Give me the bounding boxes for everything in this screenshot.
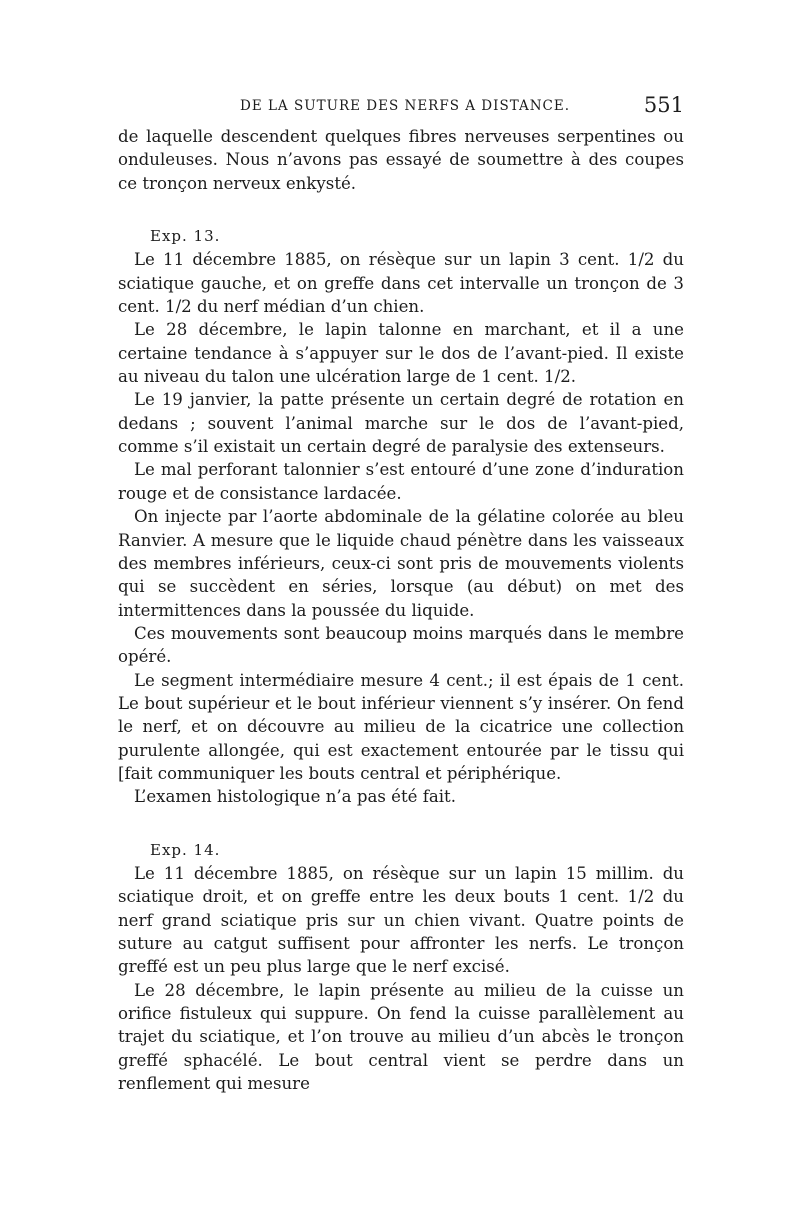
paragraph: Le 11 décembre 1885, on résèque sur un lapin 3 cent. 1/2 du sciatique gauche, et on greffe dans cet intervalle un tronçon de 3 cent. 1/2 du nerf médian d’un chien. xyxy=(118,250,684,317)
paragraph: On injecte par l’aorte abdominale de la gélatine colorée au bleu Ranvier. A mesure que le liquide chaud pénètre dans les vaisseaux des membres inférieurs, ceux-ci sont pris de mouvements violents qui se succèdent en séries, lorsque (au début) on met des intermittences dans la poussée du liquide. xyxy=(118,507,684,620)
body-text xyxy=(118,125,684,1095)
paragraph: Le 11 décembre 1885, on résèque sur un lapin 15 millim. du sciatique droit, et on greffe entre les deux bouts 1 cent. 1/2 du nerf grand sciatique pris sur un chien vivant. Quatre points de suture au catgut suffisent pour affronter les nerfs. Le tronçon greffé est un peu plus large que le nerf excisé. xyxy=(118,863,684,977)
page-header xyxy=(118,93,684,120)
page-number: 551 xyxy=(643,93,684,117)
paragraph: Le segment intermédiaire mesure 4 cent.; il est épais de 1 cent. Le bout supérieur et le bout inférieur viennent s’y insérer. On fend le nerf, et on découvre au milieu de la cicatrice une collection purulente allongée, qui est exactement entourée par le tissu qui [fait communiquer les bouts central et périphérique. xyxy=(118,670,684,783)
paragraph: Le 28 décembre, le lapin talonne en marchant, et il a une certaine tendance à s’appuyer sur le dos de l’avant-pied. Il existe au niveau du talon une ulcération large de 1 cent. 1/2. xyxy=(118,320,684,387)
paragraph: Le 28 décembre, le lapin présente au milieu de la cuisse un orifice fistuleux qui suppure. On fend la cuisse parallèlement au trajet du sciatique, et l’on trouve au milieu d’un abcès le tronçon greffé sphacélé. Le bout central vient se perdre dans un renflement qui mesure xyxy=(118,980,684,1094)
paragraph: Le 19 janvier, la patte présente un certain degré de rotation en dedans ; souvent l’animal marche sur le dos de l’avant-pied, comme s’il existait un certain degré de paralysie des extenseurs. xyxy=(118,390,684,457)
paragraph: Le mal perforant talonnier s’est entouré d’une zone d’induration rouge et de consistance lardacée. xyxy=(118,460,684,503)
experiment-13-heading: Exp. 13. xyxy=(150,227,221,246)
paragraph: Ces mouvements sont beaucoup moins marqués dans le membre opéré. xyxy=(118,623,684,667)
running-title: DE LA SUTURE DES NERFS A DISTANCE. xyxy=(240,98,570,114)
paragraph: L’examen histologique n’a pas été fait. xyxy=(134,787,457,807)
experiment-14-heading: Exp. 14. xyxy=(150,840,221,859)
paragraph-continuation: de laquelle descendent quelques fibres nerveuses serpentines ou onduleuses. Nous n’avons pas essayé de soumettre à des coupes ce tronçon nerveux enkysté. xyxy=(118,127,684,193)
